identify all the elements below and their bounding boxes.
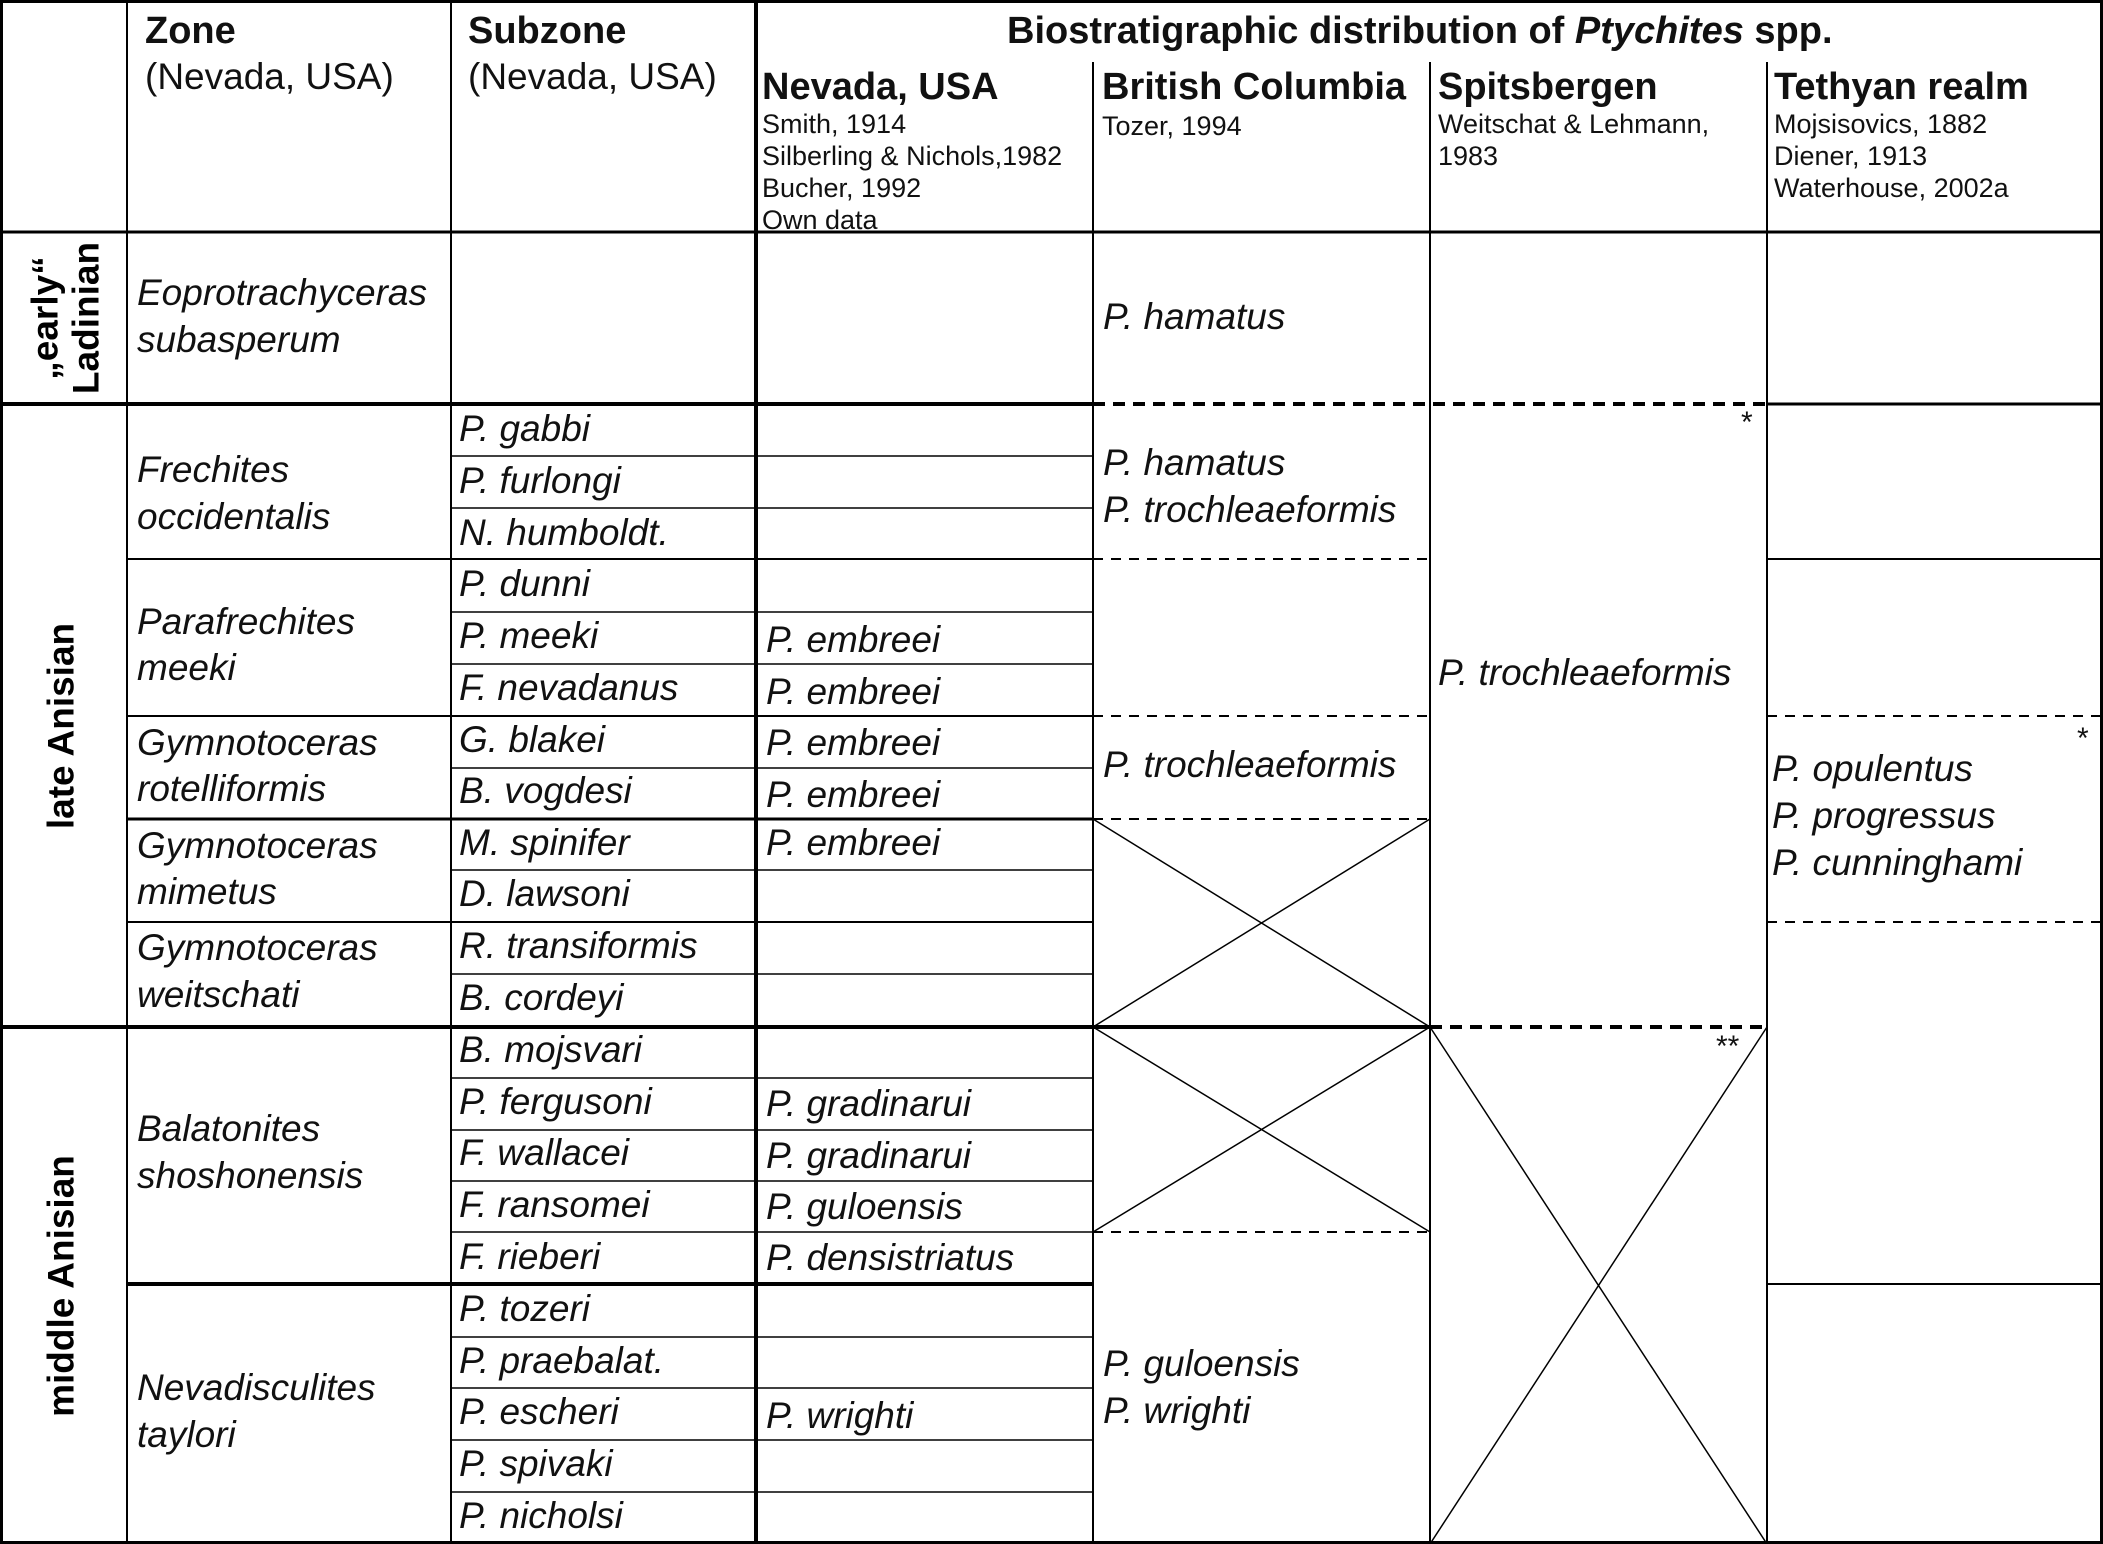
zone-name: Gymnotoceras	[137, 722, 378, 763]
nevada-species: P. embreei	[766, 822, 941, 863]
subzone-name: P. dunni	[459, 563, 590, 604]
zone-name: Gymnotoceras	[137, 927, 378, 968]
subzone-name: D. lawsoni	[459, 873, 630, 914]
stage-name: Ladinian	[65, 241, 106, 395]
zone-name: shoshonensis	[137, 1155, 364, 1196]
subzone-header: Subzone	[468, 10, 627, 52]
subzone-name: P. gabbi	[459, 408, 590, 449]
british-columbia-species: P. wrighti	[1103, 1390, 1251, 1431]
nevada-ref: Silberling & Nichols,1982	[762, 141, 1063, 171]
nevada-ref: Own data	[762, 205, 878, 235]
subzone-name: P. furlongi	[459, 460, 621, 501]
british-columbia-species: P. trochleaeformis	[1103, 489, 1397, 530]
subzone-name: G. blakei	[459, 719, 606, 760]
stage-qualifier: „early“	[24, 256, 66, 380]
zone-name: subasperum	[137, 319, 341, 360]
spitsbergen-ref: Weitschat & Lehmann,	[1438, 109, 1710, 139]
british-columbia-species: P. hamatus	[1103, 442, 1286, 483]
zone-name: Parafrechites	[137, 601, 355, 642]
subzone-name: N. humboldt.	[459, 512, 669, 553]
subzone-name: P. nicholsi	[459, 1495, 623, 1536]
nevada-species: P. embreei	[766, 619, 941, 660]
subzone-name: F. ransomei	[459, 1184, 650, 1225]
nevada-species: P. densistriatus	[766, 1237, 1015, 1278]
zone-name: Nevadisculites	[137, 1367, 376, 1408]
zone-name: taylori	[137, 1414, 236, 1455]
tethyan-footnote-mark: *	[2077, 722, 2089, 755]
stage-label-ladinian	[25, 242, 106, 394]
spitsbergen-footnote-mark: *	[1741, 406, 1753, 439]
subzone-name: P. escheri	[459, 1391, 619, 1432]
zone-header: Zone	[145, 10, 236, 52]
subzone-name: B. vogdesi	[459, 770, 632, 811]
region-tethyan-name: Tethyan realm	[1774, 66, 2029, 108]
subzone-name: P. fergusoni	[459, 1081, 652, 1122]
british-columbia-species: P. guloensis	[1103, 1343, 1300, 1384]
title-prefix: Biostratigraphic distribution of	[1007, 10, 1575, 52]
nevada-species: P. gradinarui	[766, 1083, 972, 1124]
tethyan-ref: Mojsisovics, 1882	[1774, 109, 1988, 139]
subzone-name: F. nevadanus	[459, 667, 679, 708]
zone-name: meeki	[137, 647, 236, 688]
nevada-species: P. wrighti	[766, 1395, 914, 1436]
zone-name: Gymnotoceras	[137, 825, 378, 866]
stage-label-middle-anisian: middle Anisian	[40, 1155, 82, 1417]
tethyan-species: P. cunninghami	[1772, 842, 2023, 883]
subzone-name: P. praebalat.	[459, 1340, 665, 1381]
spitsbergen-footnote-mark-double: **	[1716, 1030, 1740, 1063]
subzone-name: B. mojsvari	[459, 1029, 642, 1070]
subzone-region: (Nevada, USA)	[468, 56, 717, 97]
region-nevada-name: Nevada, USA	[762, 66, 999, 108]
tethyan-species: P. opulentus	[1772, 748, 1973, 789]
subzone-name: M. spinifer	[459, 822, 630, 863]
region-british-columbia-name: British Columbia	[1102, 66, 1407, 108]
subzone-name: P. spivaki	[459, 1443, 613, 1484]
british-columbia-species: P. trochleaeformis	[1103, 744, 1397, 785]
tethyan-species: P. progressus	[1772, 795, 1996, 836]
subzone-name: B. cordeyi	[459, 977, 624, 1018]
subzone-name: F. rieberi	[459, 1236, 601, 1277]
zone-region: (Nevada, USA)	[145, 56, 394, 97]
nevada-species: P. embreei	[766, 722, 941, 763]
british-columbia-species: P. hamatus	[1103, 296, 1286, 337]
nevada-species: P. embreei	[766, 671, 941, 712]
nevada-species: P. guloensis	[766, 1186, 963, 1227]
nevada-ref: Smith, 1914	[762, 109, 907, 139]
zone-name: Frechites	[137, 449, 290, 490]
distribution-title	[1007, 10, 1833, 54]
tethyan-ref: Waterhouse, 2002a	[1774, 173, 2009, 203]
zone-name: Balatonites	[137, 1108, 321, 1149]
subzone-name: R. transiformis	[459, 925, 698, 966]
subzone-name: P. tozeri	[459, 1288, 590, 1329]
zone-name: rotelliformis	[137, 768, 327, 809]
subzone-name: F. wallacei	[459, 1132, 630, 1173]
title-genus: Ptychites	[1574, 10, 1744, 52]
nevada-species: P. gradinarui	[766, 1135, 972, 1176]
british-columbia-ref: Tozer, 1994	[1102, 111, 1242, 141]
title-suffix: spp.	[1743, 10, 1833, 52]
spitsbergen-ref: 1983	[1438, 141, 1499, 171]
nevada-ref: Bucher, 1992	[762, 173, 922, 203]
tethyan-ref: Diener, 1913	[1774, 141, 1928, 171]
zone-name: weitschati	[137, 974, 300, 1015]
subzone-name: P. meeki	[459, 615, 599, 656]
spitsbergen-species: P. trochleaeformis	[1438, 652, 1732, 693]
zone-name: Eoprotrachyceras	[137, 272, 427, 313]
zone-name: occidentalis	[137, 496, 331, 537]
zone-name: mimetus	[137, 871, 277, 912]
region-spitsbergen-name: Spitsbergen	[1438, 66, 1658, 108]
stage-label-late-anisian: late Anisian	[40, 622, 82, 830]
nevada-species: P. embreei	[766, 774, 941, 815]
